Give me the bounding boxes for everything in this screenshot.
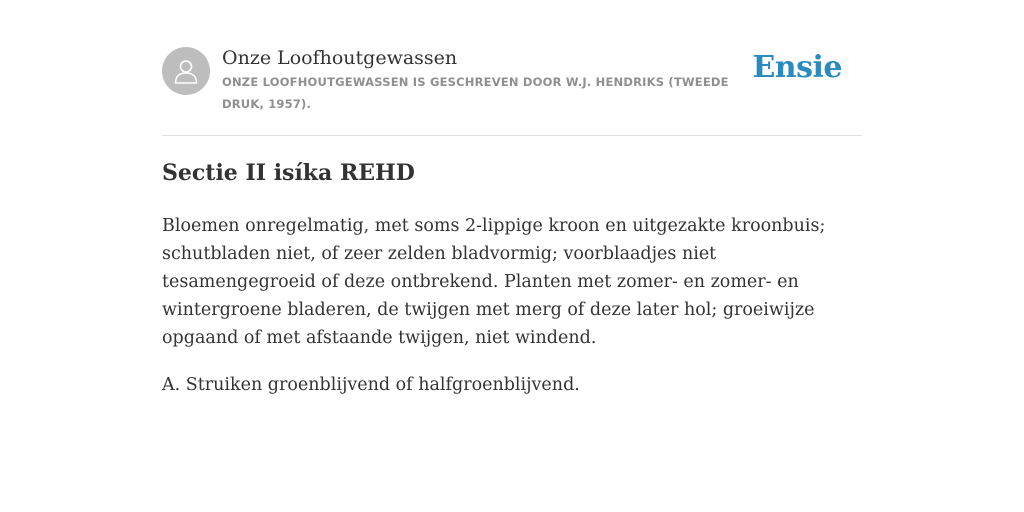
author-name[interactable]: Onze Loofhoutgewassen — [222, 47, 458, 69]
user-icon — [171, 56, 201, 86]
author-block — [222, 45, 752, 115]
ensie-logo[interactable]: Ensie — [752, 50, 842, 85]
entry-header — [162, 0, 862, 136]
section-title: Sectie II isíka REHD — [162, 160, 415, 186]
body-paragraph: A. Struiken groenblijvend of halfgroenblijvend. — [162, 375, 580, 395]
entry-body — [162, 212, 862, 418]
author-avatar[interactable] — [162, 47, 210, 95]
entry-card — [162, 0, 862, 395]
author-description: ONZE LOOFHOUTGEWASSEN IS GESCHREVEN DOOR W.J. HENDRIKS (TWEEDE DRUK, 1957). — [222, 75, 729, 111]
body-paragraph: Bloemen onregelmatig, met soms 2-lippige kroon en uitgezakte kroonbuis; schutbladen niet, of zeer zelden bladvormig; voorblaadjes niet tesamengegroeid of deze ontbrekend. Planten met zomer- en zomer- en wintergroene bladeren, de twijgen met merg of deze later hol; groeiwijze opgaand of met afstaande twijgen, niet windend. — [162, 216, 826, 348]
